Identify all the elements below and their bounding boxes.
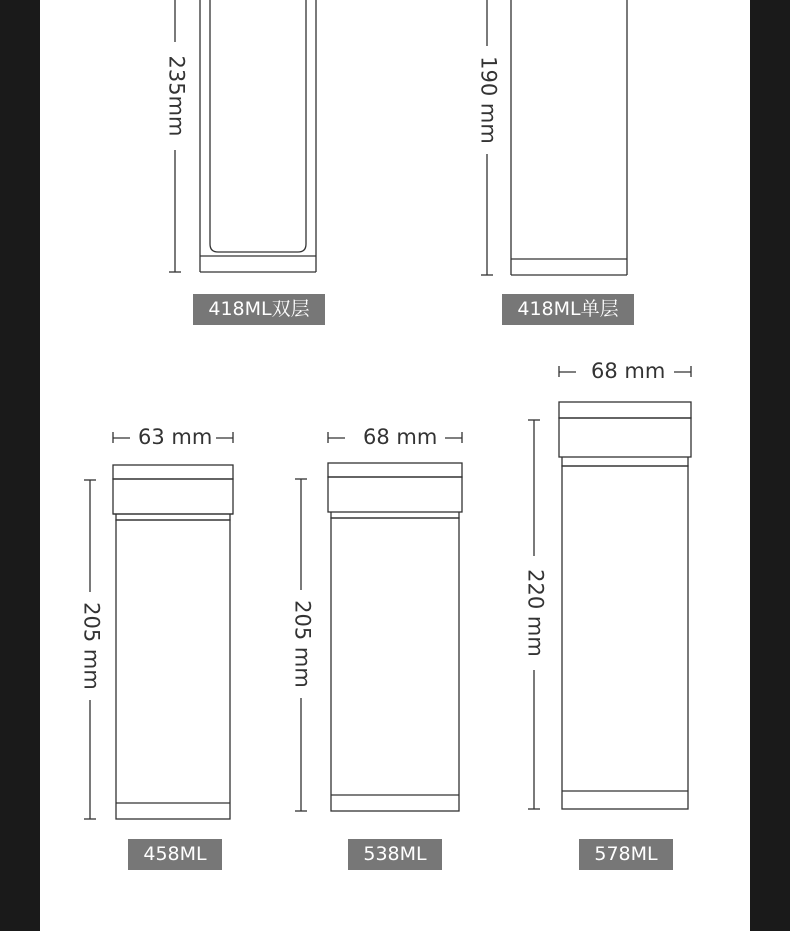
width-label-578ml: 68 mm: [591, 359, 666, 383]
capacity-badge-418ml-double: 418ML双层: [193, 294, 325, 325]
bottle-outline-418ml-single: [511, 0, 627, 275]
capacity-badge-578ml: 578ML: [579, 839, 673, 870]
height-label-458ml: 205 mm: [79, 602, 104, 690]
bottle-outline-578ml: [559, 402, 691, 809]
capacity-badge-458ml: 458ML: [128, 839, 222, 870]
bottle-outline-538ml: [328, 463, 462, 811]
bottle-outline-418ml-double: [200, 0, 316, 272]
height-label-418ml-double: 235mm: [164, 55, 189, 137]
height-label-578ml: 220 mm: [523, 569, 548, 657]
width-label-458ml: 63 mm: [138, 425, 213, 449]
width-label-538ml: 68 mm: [363, 425, 438, 449]
bottle-outline-458ml: [113, 465, 233, 819]
capacity-badge-418ml-single: 418ML单层: [502, 294, 634, 325]
capacity-badge-538ml: 538ML: [348, 839, 442, 870]
height-label-538ml: 205 mm: [290, 600, 315, 688]
height-label-418ml-single: 190 mm: [476, 56, 501, 144]
